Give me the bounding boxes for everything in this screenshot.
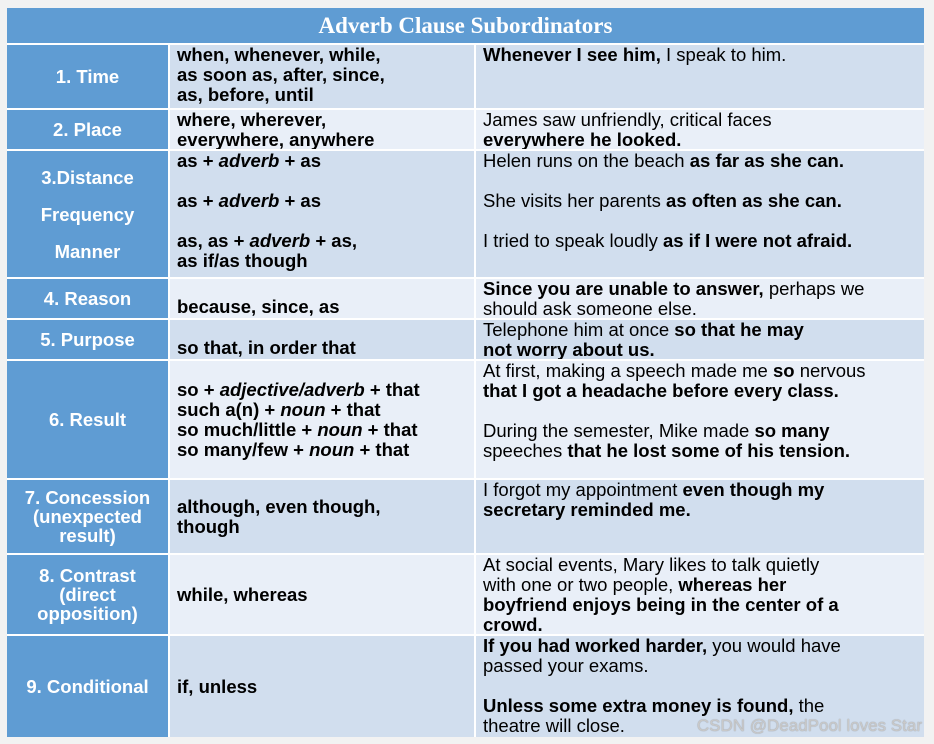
category-label: Frequency bbox=[40, 203, 135, 225]
text-line bbox=[177, 497, 474, 517]
subordinators-cell bbox=[170, 151, 474, 277]
text: I speak to him. bbox=[660, 45, 787, 65]
category-label: 1. Time bbox=[55, 66, 120, 87]
paragraph bbox=[483, 361, 924, 401]
bold-text: so much/little + bbox=[177, 418, 318, 440]
text-line bbox=[483, 340, 924, 359]
paragraph bbox=[177, 110, 474, 149]
text-line bbox=[177, 420, 474, 440]
category-label: (direct bbox=[59, 584, 116, 605]
placeholder-term: adjective/adverb bbox=[219, 378, 365, 400]
bold-text: Since you are unable to answer, bbox=[483, 279, 764, 299]
paragraph bbox=[177, 151, 474, 171]
bold-text: + that bbox=[354, 438, 410, 460]
bold-text: + as, bbox=[310, 230, 358, 251]
category-cell bbox=[7, 279, 168, 318]
text-line bbox=[177, 231, 474, 251]
text: During the semester, Mike made bbox=[483, 420, 755, 441]
bold-text: where, wherever, bbox=[177, 110, 327, 130]
category-label: 3.Distance bbox=[41, 166, 134, 188]
bold-text: + as bbox=[279, 190, 322, 211]
bold-text: as, before, until bbox=[177, 84, 314, 105]
bold-text: when, whenever, while, bbox=[177, 45, 381, 65]
text-line bbox=[483, 421, 924, 441]
subordinators-cell bbox=[170, 636, 474, 737]
text-line bbox=[177, 400, 474, 420]
bold-text: as, as + bbox=[177, 230, 250, 251]
paragraph bbox=[177, 497, 474, 537]
text-line bbox=[483, 279, 924, 299]
text-line bbox=[177, 85, 474, 105]
bold-text: so many/few + bbox=[177, 438, 310, 460]
paragraph bbox=[483, 45, 924, 65]
text-line bbox=[177, 585, 474, 605]
bold-text: secretary reminded me. bbox=[483, 499, 691, 520]
bold-text: as if/as though bbox=[177, 250, 308, 271]
placeholder-term: noun bbox=[317, 418, 363, 440]
category-cell bbox=[7, 45, 168, 108]
text: Telephone him at once bbox=[483, 320, 675, 340]
subordinators-cell bbox=[170, 320, 474, 359]
text: I tried to speak loudly bbox=[483, 230, 663, 251]
bold-text: as soon as, after, since, bbox=[177, 64, 385, 85]
bold-text: everywhere he looked. bbox=[483, 129, 682, 149]
bold-text: so that he may bbox=[674, 320, 804, 340]
bold-text: because, since, as bbox=[177, 296, 340, 317]
category-label: result) bbox=[59, 525, 116, 546]
category-cell bbox=[7, 151, 168, 277]
bold-text: that he lost some of his tension. bbox=[567, 440, 851, 461]
bold-text: + as bbox=[279, 151, 322, 171]
text-line bbox=[483, 151, 924, 171]
bold-text: Whenever I see him, bbox=[483, 45, 661, 65]
text: She visits her parents bbox=[483, 190, 667, 211]
category-label: 7. Concession bbox=[24, 487, 151, 508]
text-line bbox=[483, 381, 924, 401]
category-label: 9. Conditional bbox=[26, 676, 149, 697]
text: James saw unfriendly, critical faces bbox=[483, 110, 772, 130]
bold-text: If you had worked harder, bbox=[483, 636, 708, 656]
subordinators-cell bbox=[170, 279, 474, 318]
category-label: (unexpected bbox=[33, 506, 142, 527]
paragraph bbox=[483, 480, 924, 520]
category-cell bbox=[7, 361, 168, 478]
text: theatre will close. bbox=[483, 715, 625, 736]
text: At social events, Mary likes to talk quietly bbox=[483, 555, 820, 575]
example-cell bbox=[476, 151, 924, 277]
paragraph bbox=[483, 320, 924, 359]
text-line bbox=[483, 500, 924, 520]
paragraph bbox=[483, 191, 924, 211]
text-line bbox=[177, 677, 474, 697]
paragraph bbox=[483, 231, 924, 251]
text-line bbox=[483, 575, 924, 595]
bold-text: + that bbox=[362, 418, 418, 440]
category-label: Manner bbox=[54, 240, 121, 262]
text-line bbox=[483, 361, 924, 381]
text: speeches bbox=[483, 440, 568, 461]
subordinators-cell bbox=[170, 110, 474, 149]
bold-text: so + bbox=[177, 378, 220, 400]
text-line bbox=[483, 320, 924, 340]
text-line bbox=[483, 45, 924, 65]
bold-text: so many bbox=[754, 420, 830, 441]
text-line bbox=[483, 615, 924, 634]
bold-text: as if I were not afraid. bbox=[662, 230, 853, 251]
text: perhaps we bbox=[763, 279, 865, 299]
adverb-clause-table bbox=[7, 8, 924, 737]
text-line bbox=[177, 130, 474, 149]
bold-text: + that bbox=[364, 378, 420, 400]
category-label: opposition) bbox=[37, 603, 138, 624]
text-line bbox=[483, 191, 924, 211]
example-cell bbox=[476, 320, 924, 359]
example-cell bbox=[476, 361, 924, 478]
bold-text: such a(n) + bbox=[177, 398, 281, 420]
text-line bbox=[483, 595, 924, 615]
example-cell bbox=[476, 480, 924, 553]
example-cell bbox=[476, 279, 924, 318]
text: nervous bbox=[794, 361, 866, 381]
watermark: CSDN @DeadPool loves Star bbox=[696, 716, 922, 735]
bold-text: even though my bbox=[682, 480, 825, 500]
example-cell bbox=[476, 110, 924, 149]
text: I forgot my appointment bbox=[483, 480, 683, 500]
bold-text: if, unless bbox=[177, 675, 258, 697]
bold-text: although, even though, bbox=[177, 495, 381, 517]
bold-text: whereas her bbox=[678, 574, 787, 595]
text: should ask someone else. bbox=[483, 298, 697, 318]
text-line bbox=[177, 151, 474, 171]
text: you would have bbox=[707, 636, 841, 656]
text-line bbox=[177, 297, 474, 317]
paragraph bbox=[177, 677, 474, 697]
placeholder-term: adverb bbox=[218, 151, 280, 171]
category-label: 5. Purpose bbox=[40, 329, 135, 350]
category-cell bbox=[7, 636, 168, 737]
bold-text: Unless some extra money is found, bbox=[483, 695, 794, 716]
paragraph bbox=[483, 151, 924, 171]
paragraph bbox=[177, 338, 474, 358]
bold-text: that I got a headache before every class. bbox=[483, 380, 839, 401]
category-cell bbox=[7, 555, 168, 634]
placeholder-term: adverb bbox=[249, 230, 311, 251]
text-line bbox=[177, 517, 474, 537]
bold-text: though bbox=[177, 515, 240, 537]
paragraph bbox=[483, 110, 924, 149]
subordinators-cell bbox=[170, 45, 474, 108]
bold-text: crowd. bbox=[483, 614, 543, 634]
text-line bbox=[177, 380, 474, 400]
category-label: 2. Place bbox=[53, 119, 122, 140]
subordinators-cell bbox=[170, 555, 474, 634]
text-line bbox=[177, 191, 474, 211]
bold-text: while, whereas bbox=[177, 583, 308, 605]
bold-text: boyfriend enjoys being in the center of a bbox=[483, 594, 839, 615]
paragraph bbox=[483, 555, 924, 634]
paragraph bbox=[177, 297, 474, 317]
text-line bbox=[483, 555, 924, 575]
text-line bbox=[483, 441, 924, 461]
text-line bbox=[177, 440, 474, 460]
example-cell bbox=[476, 45, 924, 108]
placeholder-term: adverb bbox=[218, 190, 280, 211]
category-label: 6. Result bbox=[48, 409, 127, 430]
category-cell bbox=[7, 480, 168, 553]
paragraph bbox=[177, 45, 474, 105]
text: passed your exams. bbox=[483, 655, 649, 676]
text: the bbox=[793, 695, 825, 716]
subordinators-cell bbox=[170, 480, 474, 553]
text-line bbox=[177, 110, 474, 130]
paragraph bbox=[177, 585, 474, 605]
placeholder-term: noun bbox=[280, 398, 326, 420]
paragraph bbox=[177, 231, 474, 271]
category-label: 4. Reason bbox=[43, 288, 132, 309]
table-title: Adverb Clause Subordinators bbox=[7, 8, 924, 43]
paragraph bbox=[177, 380, 474, 460]
text-line bbox=[483, 130, 924, 149]
text: At first, making a speech made me bbox=[483, 361, 773, 381]
text-line bbox=[483, 696, 924, 716]
subordinators-cell bbox=[170, 361, 474, 478]
text-line bbox=[483, 231, 924, 251]
category-cell bbox=[7, 110, 168, 149]
bold-text: as often as she can. bbox=[666, 190, 842, 211]
text-line bbox=[177, 338, 474, 358]
bold-text: everywhere, anywhere bbox=[177, 129, 375, 149]
bold-text: so that, in order that bbox=[177, 337, 356, 358]
paragraph bbox=[483, 279, 924, 318]
text-line bbox=[483, 110, 924, 130]
text: with one or two people, bbox=[483, 574, 679, 595]
bold-text: so bbox=[772, 361, 795, 381]
paragraph bbox=[483, 421, 924, 461]
text-line bbox=[177, 251, 474, 271]
text-line bbox=[483, 480, 924, 500]
text-line bbox=[177, 45, 474, 65]
text-line bbox=[483, 636, 924, 656]
text-line bbox=[177, 65, 474, 85]
category-cell bbox=[7, 320, 168, 359]
bold-text: as far as she can. bbox=[689, 151, 844, 171]
text-line bbox=[483, 299, 924, 318]
paragraph bbox=[177, 191, 474, 211]
category-label: 8. Contrast bbox=[39, 565, 136, 586]
bold-text: not worry about us. bbox=[483, 339, 655, 359]
example-cell bbox=[476, 555, 924, 634]
bold-text: + that bbox=[325, 398, 381, 420]
paragraph bbox=[483, 636, 924, 676]
placeholder-term: noun bbox=[309, 438, 355, 460]
text-line bbox=[483, 656, 924, 676]
bold-text: as + bbox=[177, 151, 219, 171]
bold-text: as + bbox=[177, 190, 219, 211]
text: Helen runs on the beach bbox=[483, 151, 690, 171]
